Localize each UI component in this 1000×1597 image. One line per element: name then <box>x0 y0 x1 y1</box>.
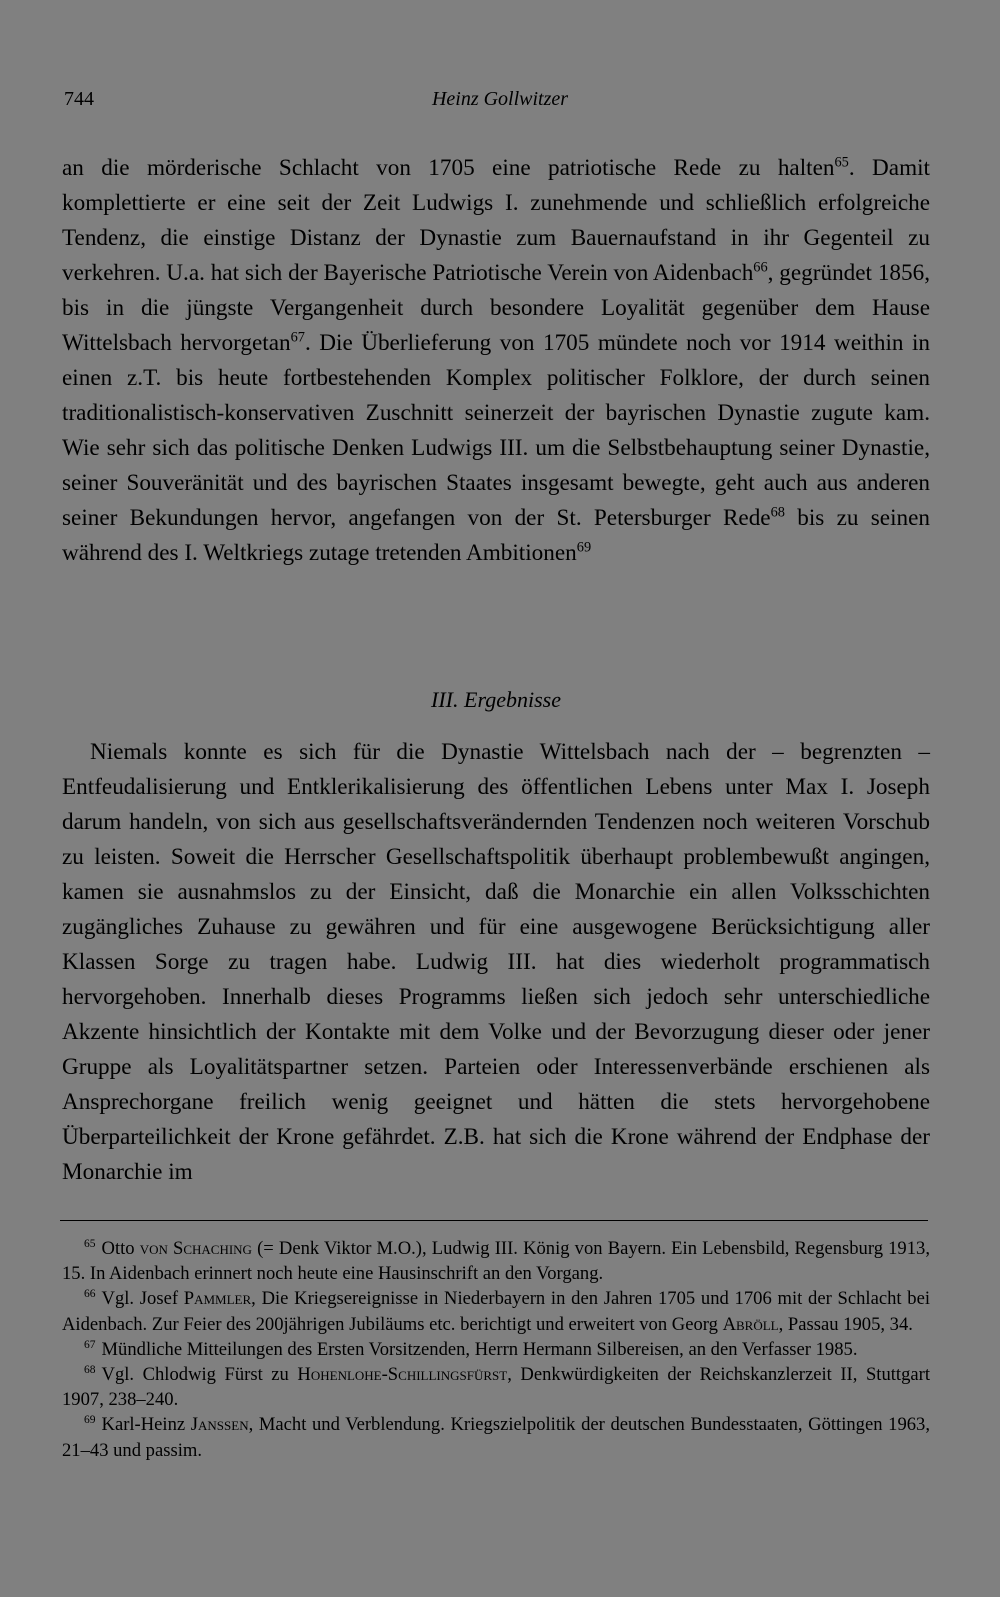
footnote-68 <box>62 1362 930 1412</box>
footnote-66 <box>62 1286 930 1336</box>
author-name: Hohenlohe-Schillingsfürst <box>297 1364 508 1386</box>
author-name: Janssen <box>190 1414 249 1436</box>
footnote-ref-68: 68 <box>770 504 785 521</box>
author-name: von Schaching <box>139 1238 252 1259</box>
footnote-text: , Passau 1905, 34. <box>778 1313 913 1335</box>
footnote-number: 68 <box>84 1363 96 1376</box>
footnote-text: Vgl. Josef <box>101 1288 184 1310</box>
footnote-text: , Denkwürdigkeiten der Reichskanzlerzeit II, Stuttgart 1907, 238–240. <box>62 1364 931 1411</box>
page-number: 744 <box>64 88 94 110</box>
footnote-text: , Macht und Verblendung. Kriegszielpolitik der deutschen Bundesstaaten, Göttingen 1963, 21–43 und passim. <box>62 1414 930 1461</box>
paragraph-text: Niemals konnte es sich für die Dynastie Wittelsbach nach der – begrenzten – Entfeudalisierung und Entklerikalisierung des öffentlichen Lebens unter Max I. Joseph darum handeln, von sich aus gesellschaftsverändernden Tendenzen noch weiteren Vorschub zu leisten. Soweit die Herrscher Gesellschaftspolitik überhaupt problembewußt angingen, kamen sie ausnahmslos zu der Einsicht, daß die Monarchie ein allen Volksschichten zugängliches Zuhause zu gewähren und für eine ausgewogene Berücksichtigung aller Klassen Sorge zu tragen habe. Ludwig III. hat dies wiederholt programmatisch hervorgehoben. Innerhalb dieses Programms ließen sich jedoch sehr unterschiedliche Akzente hinsichtlich der Kontakte mit dem Volke und der Bevorzugung dieser oder jener Gruppe als Loyalitätspartner setzen. Parteien oder Interessenverbände erschienen als Ansprechorgane freilich wenig geeignet und hätten die stets hervorgehobene Überparteilichkeit der Krone gefährdet. Z.B. hat sich die Krone während der Endphase der Monarchie im <box>62 739 930 1185</box>
text-segment: bis zu seinen während des I. Weltkriegs zutage tretenden Ambitionen <box>62 505 930 566</box>
footnote-ref-69: 69 <box>576 539 592 556</box>
footnote-ref-67: 67 <box>290 329 305 346</box>
section-heading: III. Ergebnisse <box>431 687 561 712</box>
body-paragraph-2 <box>62 735 930 1190</box>
footnotes <box>62 1236 930 1463</box>
footnote-65 <box>62 1236 930 1286</box>
running-head <box>64 88 936 116</box>
text-segment: an die mörderische Schlacht von 1705 eine patriotische Rede zu halten <box>62 155 835 181</box>
footnote-ref-66: 66 <box>753 259 768 276</box>
paragraph-text <box>62 151 930 571</box>
footnote-text: (= Denk Viktor M.O.), Ludwig III. König von Bayern. Ein Lebensbild, Regensburg 1913, 15. In Aidenbach erinnert noch heute eine Hausinschrift an den Vorgang. <box>62 1238 930 1285</box>
footnote-text: Vgl. Chlodwig Fürst zu <box>101 1364 298 1386</box>
text-segment: , gegründet 1856, bis in die jüngste Vergangenheit durch besondere Loyalität gegenüber dem Hause Wittelsbach hervorgetan <box>62 260 930 356</box>
footnote-divider <box>60 1220 928 1221</box>
footnote-text: Mündliche Mitteilungen des Ersten Vorsitzenden, Herrn Hermann Silbereisen, an den Verfasser 1985. <box>101 1338 858 1360</box>
footnote-number: 65 <box>84 1237 96 1250</box>
footnote-text: Otto <box>101 1238 140 1259</box>
footnote-ref-65: 65 <box>834 154 849 171</box>
footnote-number: 69 <box>84 1414 96 1427</box>
running-title: Heinz Gollwitzer <box>431 88 569 110</box>
text-segment: . Damit komplettierte er eine seit der Zeit Ludwigs I. zunehmende und schließlich erfolgreiche Tendenz, die einstige Distanz der Dynastie zum Bauernaufstand in ihr Gegenteil zu verkehren. U.a. hat sich der Bayerische Patriotische Verein von Aidenbach <box>62 155 930 286</box>
text-segment: . Die Überlieferung von 1705 mündete noch vor 1914 weithin in einen z.T. bis heute fortbestehenden Komplex politischer Folklore, der durch seinen traditionalistisch-konservativen Zuschnitt seinerzeit der bayrischen Dynastie zugute kam. Wie sehr sich das politische Denken Ludwigs III. um die Selbstbehauptung seiner Dynastie, seiner Souveränität und des bayrischen Staates insgesamt bewegte, geht auch aus anderen seiner Bekundungen hervor, angefangen von der St. Petersburger Rede <box>62 330 931 531</box>
footnote-number: 67 <box>84 1338 96 1351</box>
author-name: Pammler <box>183 1288 252 1310</box>
footnote-number: 66 <box>84 1288 96 1301</box>
footnote-text: Karl-Heinz <box>101 1414 191 1436</box>
footnote-69 <box>62 1412 930 1462</box>
footnote-67 <box>62 1337 930 1362</box>
body-paragraph-1 <box>62 151 930 571</box>
author-name: Abröll <box>722 1313 779 1335</box>
footnote-text: , Die Kriegsereignisse in Niederbayern in den Jahren 1705 und 1706 mit der Schlacht bei Aidenbach. Zur Feier des 200jährigen Jubiläums etc. berichtigt und erweitert von Georg <box>62 1288 930 1335</box>
